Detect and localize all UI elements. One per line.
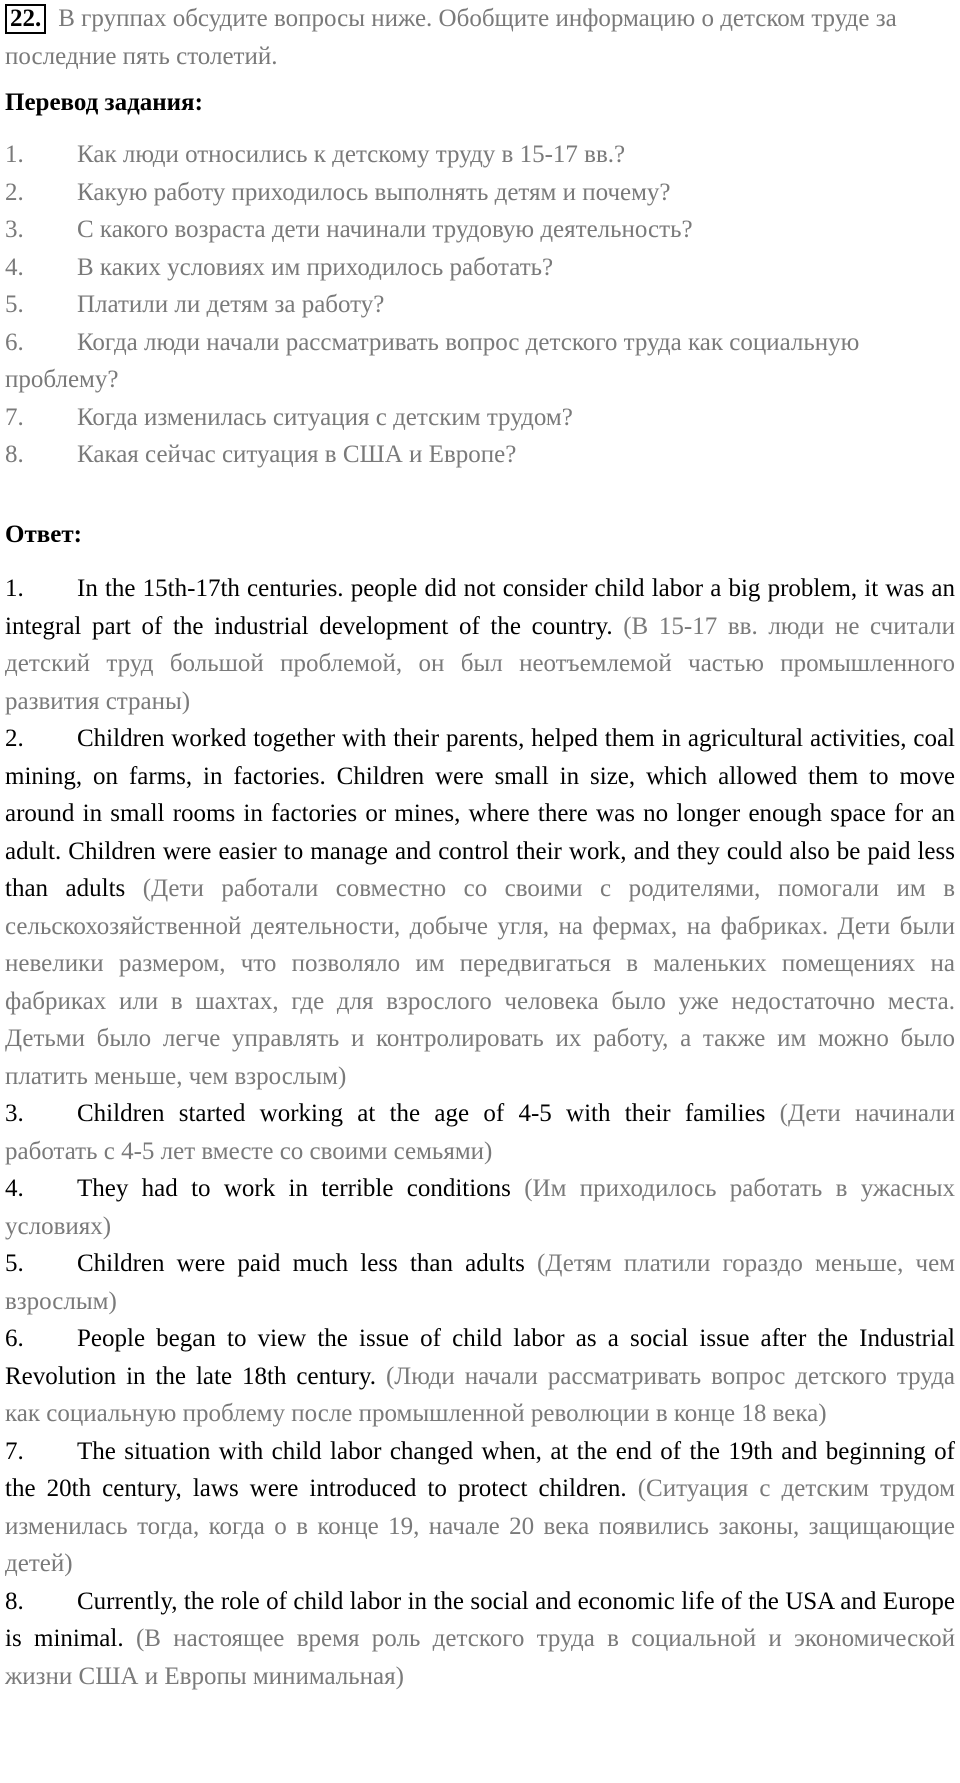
- answer-english: They had to work in terrible conditions: [77, 1175, 511, 1202]
- answer-item: [5, 1320, 955, 1433]
- answer-russian: (Люди начали рассматривать вопрос детского труда как социальную проблему после промышленной революции в конце 18 века): [5, 1362, 956, 1427]
- question-number: 6.: [5, 328, 24, 356]
- answer-russian: (Детям платили гораздо меньше, чем взрослым): [5, 1250, 956, 1315]
- answer-item: [5, 1433, 955, 1583]
- answer-russian: (Ситуация с детским трудом изменилась тогда, когда о в конце 19, начале 20 века появились законы, защищающие детей): [5, 1475, 955, 1577]
- question-number: 2.: [5, 178, 24, 206]
- answer-number: 4.: [5, 1175, 24, 1202]
- answer-english: In the 15th-17th centuries. people did not consider child labor a big problem, it was an integral part of the industrial development of the country.: [5, 575, 955, 640]
- question-item: [5, 324, 955, 399]
- answer-number: 7.: [5, 1437, 24, 1465]
- answer-item: [5, 720, 955, 1095]
- answer-number: 2.: [5, 725, 24, 752]
- question-item: [5, 211, 955, 249]
- answer-english: Currently, the role of child labor in the social and economic life of the USA and Europe is minimal.: [5, 1587, 955, 1652]
- answer-item: [5, 1095, 955, 1170]
- question-number: 4.: [5, 253, 24, 281]
- answer-number: 8.: [5, 1587, 24, 1615]
- question-item: [5, 174, 955, 212]
- answer-heading: Ответ:: [5, 521, 82, 548]
- answer-english: People began to view the issue of child labor as a social issue after the Industrial Revolution in the late 18th century.: [5, 1325, 955, 1390]
- question-number: 1.: [5, 141, 24, 168]
- question-number: 3.: [5, 216, 24, 243]
- question-item: [5, 136, 955, 174]
- question-text: Какую работу приходилось выполнять детям и почему?: [77, 178, 671, 206]
- answer-russian: (В 15-17 вв. люди не считали детский труд большой проблемой, он был неотъемлемой частью промышленного развития страны): [5, 612, 955, 715]
- question-text: Платили ли детям за работу?: [77, 291, 385, 318]
- question-text: Когда люди начали рассматривать вопрос детского труда как социальную проблему?: [5, 328, 860, 393]
- answer-russian: (Им приходилось работать в ужасных условиях): [5, 1175, 956, 1240]
- answer-number: 1.: [5, 575, 24, 602]
- question-item: [5, 436, 955, 474]
- answer-russian: (Дети начинали работать с 4-5 лет вместе со своими семьями): [5, 1100, 956, 1165]
- answer-russian: (Дети работали совместно со своими с родителями, помогали им в сельскохозяйственной деятельности, добыче угля, на фермах, на фабриках. Дети были невелики размером, что позволяло им передвигаться в маленьких помещениях на фабриках или в шахтах, где для взрослого человека было уже недостаточно места. Детьми было легче управлять и контролировать их работу, а также им можно было платить меньше, чем взрослым): [5, 875, 956, 1090]
- question-text: Как люди относились к детскому труду в 15-17 вв.?: [77, 141, 626, 168]
- answer-item: [5, 1583, 955, 1696]
- question-item: [5, 249, 955, 287]
- question-text: Когда изменилась ситуация с детским трудом?: [77, 403, 573, 431]
- question-item: [5, 286, 955, 324]
- task-header: [5, 0, 955, 75]
- translation-heading: Перевод задания:: [5, 89, 203, 116]
- answer-english: Children started working at the age of 4-5 with their families: [77, 1100, 766, 1127]
- answer-number: 3.: [5, 1100, 24, 1127]
- task-number: 22.: [5, 4, 46, 34]
- question-text: Какая сейчас ситуация в США и Европе?: [77, 441, 517, 468]
- question-item: [5, 399, 955, 437]
- question-number: 5.: [5, 291, 24, 318]
- question-number: 7.: [5, 403, 24, 431]
- answer-english: Children worked together with their parents, helped them in agricultural activities, coal mining, on farms, in factories. Children were small in size, which allowed them to move around in small rooms in factories or mines, where there was no longer enough space for an adult. Children were easier to manage and control their work, and they could also be paid less than adults: [5, 725, 955, 902]
- answer-item: [5, 1170, 955, 1245]
- answer-english: Children were paid much less than adults: [77, 1250, 525, 1277]
- answer-number: 5.: [5, 1250, 24, 1277]
- answer-item: [5, 570, 955, 720]
- answer-item: [5, 1245, 955, 1320]
- answer-list: [5, 570, 955, 1695]
- answer-number: 6.: [5, 1325, 24, 1352]
- answer-russian: (В настоящее время роль детского труда в социальной и экономической жизни США и Европы минимальная): [5, 1625, 955, 1690]
- question-number: 8.: [5, 441, 24, 468]
- task-instruction: В группах обсудите вопросы ниже. Обобщите информацию о детском труде за последние пять столетий.: [5, 5, 897, 70]
- question-list: [5, 136, 955, 474]
- answer-english: The situation with child labor changed when, at the end of the 19th and beginning of the 20th century, laws were introduced to protect children.: [5, 1437, 955, 1502]
- question-text: В каких условиях им приходилось работать?: [77, 253, 554, 281]
- question-text: С какого возраста дети начинали трудовую деятельность?: [77, 216, 693, 243]
